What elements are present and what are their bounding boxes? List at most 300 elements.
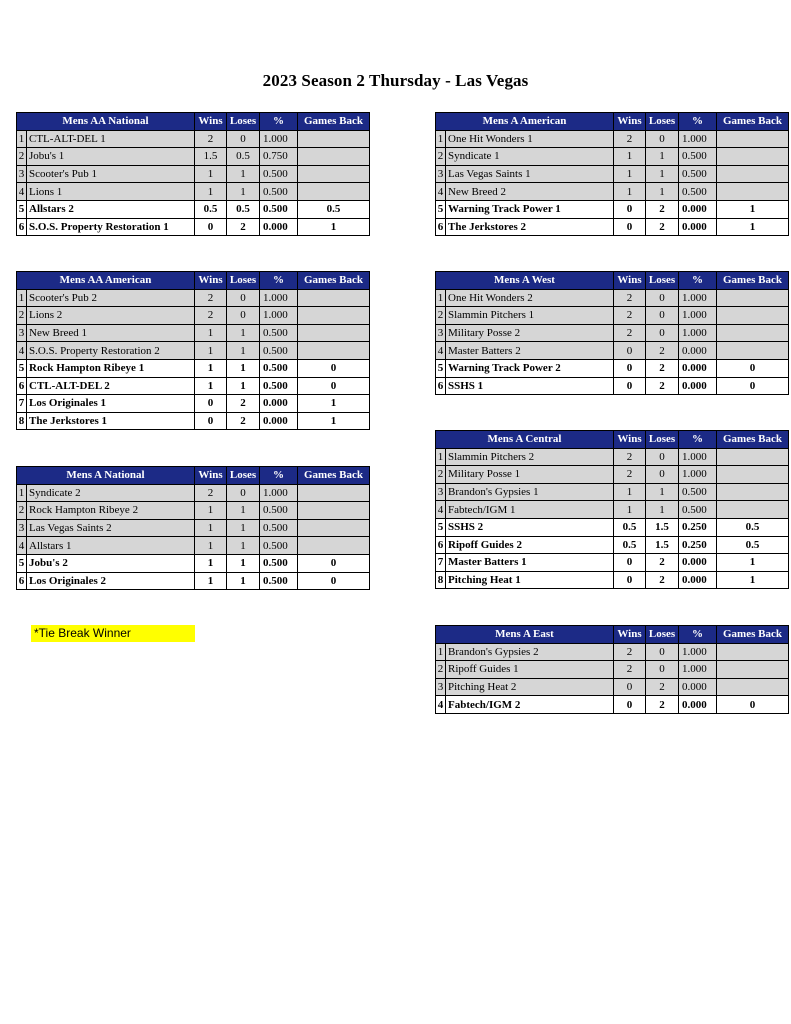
percent-cell: 0.500 bbox=[260, 519, 298, 537]
team-name: Allstars 2 bbox=[27, 200, 195, 218]
games-back-cell bbox=[717, 289, 789, 307]
rank-cell: 7 bbox=[436, 554, 446, 572]
loses-cell: 1 bbox=[227, 342, 260, 360]
wins-cell: 2 bbox=[195, 130, 227, 148]
team-name: New Breed 1 bbox=[27, 324, 195, 342]
percent-cell: 1.000 bbox=[679, 448, 717, 466]
column-header: Loses bbox=[646, 272, 679, 290]
team-name: Master Batters 1 bbox=[446, 554, 614, 572]
wins-cell: 0 bbox=[614, 218, 646, 236]
percent-cell: 0.500 bbox=[260, 183, 298, 201]
loses-cell: 1 bbox=[646, 148, 679, 166]
table-row bbox=[17, 572, 370, 590]
percent-cell: 0.500 bbox=[679, 501, 717, 519]
division-name: Mens A East bbox=[436, 626, 614, 644]
percent-cell: 1.000 bbox=[679, 466, 717, 484]
percent-cell: 0.000 bbox=[260, 412, 298, 430]
percent-cell: 0.000 bbox=[679, 377, 717, 395]
games-back-cell: 0 bbox=[717, 696, 789, 714]
column-header: % bbox=[260, 113, 298, 131]
table-row bbox=[436, 571, 789, 589]
rank-cell: 3 bbox=[436, 678, 446, 696]
games-back-cell bbox=[298, 342, 370, 360]
team-name: Military Posse 1 bbox=[446, 466, 614, 484]
wins-cell: 2 bbox=[614, 661, 646, 679]
column-header: Wins bbox=[195, 113, 227, 131]
games-back-cell: 0 bbox=[298, 572, 370, 590]
wins-cell: 0.5 bbox=[614, 518, 646, 536]
rank-cell: 4 bbox=[436, 696, 446, 714]
percent-cell: 1.000 bbox=[679, 130, 717, 148]
games-back-cell: 0 bbox=[298, 377, 370, 395]
team-name: Brandon's Gypsies 2 bbox=[446, 643, 614, 661]
column-header: Wins bbox=[614, 626, 646, 644]
column-header: Wins bbox=[614, 431, 646, 449]
rank-cell: 3 bbox=[17, 324, 27, 342]
percent-cell: 0.500 bbox=[260, 537, 298, 555]
loses-cell: 1.5 bbox=[646, 536, 679, 554]
column-header: Loses bbox=[227, 272, 260, 290]
loses-cell: 1 bbox=[227, 359, 260, 377]
wins-cell: 1 bbox=[195, 342, 227, 360]
games-back-cell bbox=[717, 483, 789, 501]
standings-table bbox=[435, 625, 789, 714]
games-back-cell bbox=[717, 165, 789, 183]
table-row bbox=[17, 484, 370, 502]
wins-cell: 0 bbox=[614, 342, 646, 360]
team-name: Las Vegas Saints 1 bbox=[446, 165, 614, 183]
games-back-cell bbox=[298, 324, 370, 342]
loses-cell: 2 bbox=[646, 218, 679, 236]
rank-cell: 7 bbox=[17, 395, 27, 413]
percent-cell: 0.000 bbox=[679, 678, 717, 696]
wins-cell: 1 bbox=[195, 519, 227, 537]
division-name: Mens AA American bbox=[17, 272, 195, 290]
percent-cell: 0.500 bbox=[260, 359, 298, 377]
rank-cell: 4 bbox=[17, 342, 27, 360]
table-row bbox=[17, 165, 370, 183]
percent-cell: 0.000 bbox=[679, 342, 717, 360]
loses-cell: 0 bbox=[646, 130, 679, 148]
table-row bbox=[17, 359, 370, 377]
division-name: Mens A West bbox=[436, 272, 614, 290]
loses-cell: 1 bbox=[646, 183, 679, 201]
table-row bbox=[436, 359, 789, 377]
rank-cell: 3 bbox=[17, 165, 27, 183]
team-name: New Breed 2 bbox=[446, 183, 614, 201]
rank-cell: 5 bbox=[436, 518, 446, 536]
column-header: % bbox=[260, 467, 298, 485]
rank-cell: 2 bbox=[436, 661, 446, 679]
table-row bbox=[436, 289, 789, 307]
wins-cell: 1.5 bbox=[195, 148, 227, 166]
loses-cell: 0 bbox=[646, 307, 679, 325]
table-header-row bbox=[17, 272, 370, 290]
team-name: The Jerkstores 2 bbox=[446, 218, 614, 236]
percent-cell: 0.500 bbox=[260, 342, 298, 360]
table-row bbox=[17, 307, 370, 325]
table-row bbox=[17, 342, 370, 360]
column-header: Wins bbox=[195, 272, 227, 290]
rank-cell: 2 bbox=[436, 148, 446, 166]
wins-cell: 0 bbox=[195, 412, 227, 430]
column-header: Loses bbox=[646, 113, 679, 131]
wins-cell: 0 bbox=[614, 696, 646, 714]
games-back-cell bbox=[298, 148, 370, 166]
rank-cell: 1 bbox=[436, 130, 446, 148]
loses-cell: 1 bbox=[227, 519, 260, 537]
wins-cell: 1 bbox=[195, 165, 227, 183]
rank-cell: 6 bbox=[17, 218, 27, 236]
team-name: Las Vegas Saints 2 bbox=[27, 519, 195, 537]
percent-cell: 0.500 bbox=[260, 324, 298, 342]
games-back-cell bbox=[298, 289, 370, 307]
loses-cell: 1 bbox=[227, 324, 260, 342]
loses-cell: 1.5 bbox=[646, 518, 679, 536]
loses-cell: 0 bbox=[646, 448, 679, 466]
rank-cell: 5 bbox=[436, 359, 446, 377]
percent-cell: 1.000 bbox=[679, 661, 717, 679]
percent-cell: 1.000 bbox=[260, 484, 298, 502]
wins-cell: 2 bbox=[614, 643, 646, 661]
games-back-cell bbox=[298, 130, 370, 148]
team-name: Syndicate 2 bbox=[27, 484, 195, 502]
column-header: Games Back bbox=[717, 272, 789, 290]
wins-cell: 2 bbox=[195, 289, 227, 307]
team-name: S.O.S. Property Restoration 1 bbox=[27, 218, 195, 236]
wins-cell: 2 bbox=[614, 466, 646, 484]
table-header-row bbox=[436, 431, 789, 449]
team-name: Pitching Heat 1 bbox=[446, 571, 614, 589]
games-back-cell bbox=[298, 183, 370, 201]
rank-cell: 6 bbox=[17, 377, 27, 395]
rank-cell: 2 bbox=[436, 466, 446, 484]
division-name: Mens AA National bbox=[17, 113, 195, 131]
games-back-cell bbox=[717, 678, 789, 696]
wins-cell: 0 bbox=[614, 554, 646, 572]
games-back-cell: 1 bbox=[717, 571, 789, 589]
percent-cell: 1.000 bbox=[679, 289, 717, 307]
games-back-cell: 1 bbox=[717, 200, 789, 218]
wins-cell: 1 bbox=[195, 377, 227, 395]
rank-cell: 5 bbox=[436, 200, 446, 218]
team-name: One Hit Wonders 1 bbox=[446, 130, 614, 148]
percent-cell: 0.500 bbox=[260, 200, 298, 218]
wins-cell: 2 bbox=[614, 448, 646, 466]
rank-cell: 4 bbox=[17, 537, 27, 555]
percent-cell: 0.750 bbox=[260, 148, 298, 166]
loses-cell: 0 bbox=[646, 289, 679, 307]
wins-cell: 0 bbox=[614, 571, 646, 589]
percent-cell: 0.500 bbox=[679, 483, 717, 501]
standings-table bbox=[16, 112, 370, 236]
games-back-cell: 0.5 bbox=[298, 200, 370, 218]
loses-cell: 2 bbox=[646, 200, 679, 218]
games-back-cell bbox=[717, 130, 789, 148]
team-name: Slammin Pitchers 1 bbox=[446, 307, 614, 325]
percent-cell: 0.500 bbox=[260, 554, 298, 572]
games-back-cell bbox=[298, 307, 370, 325]
wins-cell: 1 bbox=[195, 324, 227, 342]
rank-cell: 1 bbox=[436, 643, 446, 661]
loses-cell: 2 bbox=[646, 342, 679, 360]
column-header: Wins bbox=[614, 272, 646, 290]
table-row bbox=[17, 502, 370, 520]
table-row bbox=[436, 377, 789, 395]
table-row bbox=[17, 537, 370, 555]
wins-cell: 0 bbox=[195, 395, 227, 413]
loses-cell: 0 bbox=[227, 289, 260, 307]
wins-cell: 2 bbox=[614, 307, 646, 325]
rank-cell: 1 bbox=[436, 448, 446, 466]
loses-cell: 0.5 bbox=[227, 200, 260, 218]
tie-break-note: *Tie Break Winner bbox=[31, 625, 195, 642]
table-row bbox=[17, 519, 370, 537]
percent-cell: 0.500 bbox=[679, 148, 717, 166]
loses-cell: 2 bbox=[646, 696, 679, 714]
loses-cell: 0 bbox=[646, 466, 679, 484]
standings-table bbox=[435, 112, 789, 236]
games-back-cell bbox=[717, 324, 789, 342]
wins-cell: 1 bbox=[195, 502, 227, 520]
team-name: Los Originales 2 bbox=[27, 572, 195, 590]
wins-cell: 2 bbox=[614, 289, 646, 307]
wins-cell: 1 bbox=[614, 183, 646, 201]
percent-cell: 0.500 bbox=[260, 572, 298, 590]
team-name: Warning Track Power 1 bbox=[446, 200, 614, 218]
percent-cell: 0.000 bbox=[260, 395, 298, 413]
wins-cell: 1 bbox=[195, 359, 227, 377]
wins-cell: 1 bbox=[614, 483, 646, 501]
table-row bbox=[436, 165, 789, 183]
rank-cell: 2 bbox=[17, 502, 27, 520]
percent-cell: 0.000 bbox=[679, 554, 717, 572]
rank-cell: 4 bbox=[436, 342, 446, 360]
table-header-row bbox=[436, 113, 789, 131]
table-row bbox=[436, 466, 789, 484]
column-header: Wins bbox=[195, 467, 227, 485]
table-row bbox=[17, 395, 370, 413]
table-header-row bbox=[436, 272, 789, 290]
percent-cell: 0.000 bbox=[679, 571, 717, 589]
team-name: Allstars 1 bbox=[27, 537, 195, 555]
table-row bbox=[436, 200, 789, 218]
rank-cell: 1 bbox=[436, 289, 446, 307]
table-row bbox=[436, 130, 789, 148]
team-name: CTL-ALT-DEL 2 bbox=[27, 377, 195, 395]
percent-cell: 0.000 bbox=[679, 696, 717, 714]
table-header-row bbox=[17, 467, 370, 485]
standings-table bbox=[16, 466, 370, 590]
loses-cell: 0 bbox=[227, 130, 260, 148]
games-back-cell bbox=[717, 307, 789, 325]
rank-cell: 8 bbox=[17, 412, 27, 430]
percent-cell: 0.500 bbox=[679, 183, 717, 201]
percent-cell: 1.000 bbox=[260, 289, 298, 307]
table-row bbox=[436, 518, 789, 536]
games-back-cell bbox=[298, 519, 370, 537]
team-name: Jobu's 1 bbox=[27, 148, 195, 166]
rank-cell: 1 bbox=[17, 484, 27, 502]
wins-cell: 0.5 bbox=[195, 200, 227, 218]
team-name: Ripoff Guides 2 bbox=[446, 536, 614, 554]
percent-cell: 0.500 bbox=[260, 377, 298, 395]
loses-cell: 1 bbox=[646, 483, 679, 501]
table-row bbox=[436, 483, 789, 501]
team-name: Jobu's 2 bbox=[27, 554, 195, 572]
division-name: Mens A American bbox=[436, 113, 614, 131]
games-back-cell: 0.5 bbox=[717, 536, 789, 554]
wins-cell: 1 bbox=[195, 572, 227, 590]
percent-cell: 0.000 bbox=[679, 200, 717, 218]
wins-cell: 2 bbox=[195, 484, 227, 502]
table-row bbox=[436, 218, 789, 236]
games-back-cell bbox=[717, 183, 789, 201]
loses-cell: 2 bbox=[227, 412, 260, 430]
percent-cell: 1.000 bbox=[260, 307, 298, 325]
table-row bbox=[17, 130, 370, 148]
table-row bbox=[436, 661, 789, 679]
team-name: Rock Hampton Ribeye 1 bbox=[27, 359, 195, 377]
loses-cell: 1 bbox=[646, 501, 679, 519]
team-name: SSHS 2 bbox=[446, 518, 614, 536]
loses-cell: 0.5 bbox=[227, 148, 260, 166]
loses-cell: 1 bbox=[227, 165, 260, 183]
rank-cell: 5 bbox=[17, 554, 27, 572]
standings-table bbox=[435, 430, 789, 589]
column-header: Games Back bbox=[298, 467, 370, 485]
percent-cell: 0.000 bbox=[679, 359, 717, 377]
wins-cell: 0 bbox=[614, 678, 646, 696]
column-header: % bbox=[679, 626, 717, 644]
loses-cell: 2 bbox=[646, 678, 679, 696]
wins-cell: 1 bbox=[195, 537, 227, 555]
games-back-cell: 0 bbox=[717, 359, 789, 377]
table-row bbox=[436, 307, 789, 325]
loses-cell: 1 bbox=[646, 165, 679, 183]
team-name: Brandon's Gypsies 1 bbox=[446, 483, 614, 501]
column-header: Games Back bbox=[717, 431, 789, 449]
rank-cell: 3 bbox=[17, 519, 27, 537]
rank-cell: 8 bbox=[436, 571, 446, 589]
games-back-cell bbox=[717, 466, 789, 484]
table-row bbox=[17, 289, 370, 307]
rank-cell: 4 bbox=[436, 501, 446, 519]
standings-table bbox=[16, 271, 370, 430]
team-name: Rock Hampton Ribeye 2 bbox=[27, 502, 195, 520]
games-back-cell: 0.5 bbox=[717, 518, 789, 536]
games-back-cell bbox=[298, 537, 370, 555]
loses-cell: 1 bbox=[227, 502, 260, 520]
team-name: Syndicate 1 bbox=[446, 148, 614, 166]
loses-cell: 1 bbox=[227, 537, 260, 555]
loses-cell: 0 bbox=[646, 643, 679, 661]
team-name: Master Batters 2 bbox=[446, 342, 614, 360]
team-name: Military Posse 2 bbox=[446, 324, 614, 342]
loses-cell: 2 bbox=[646, 377, 679, 395]
team-name: SSHS 1 bbox=[446, 377, 614, 395]
column-header: % bbox=[679, 431, 717, 449]
games-back-cell: 1 bbox=[298, 412, 370, 430]
loses-cell: 1 bbox=[227, 377, 260, 395]
loses-cell: 0 bbox=[646, 661, 679, 679]
games-back-cell bbox=[298, 165, 370, 183]
table-row bbox=[436, 501, 789, 519]
table-row bbox=[17, 183, 370, 201]
table-row bbox=[436, 183, 789, 201]
rank-cell: 4 bbox=[17, 183, 27, 201]
percent-cell: 1.000 bbox=[260, 130, 298, 148]
percent-cell: 0.000 bbox=[260, 218, 298, 236]
wins-cell: 0 bbox=[614, 359, 646, 377]
wins-cell: 1 bbox=[195, 183, 227, 201]
rank-cell: 1 bbox=[17, 289, 27, 307]
column-header: Games Back bbox=[298, 272, 370, 290]
wins-cell: 1 bbox=[614, 501, 646, 519]
rank-cell: 2 bbox=[17, 148, 27, 166]
team-name: One Hit Wonders 2 bbox=[446, 289, 614, 307]
table-row bbox=[17, 200, 370, 218]
rank-cell: 2 bbox=[17, 307, 27, 325]
wins-cell: 0 bbox=[614, 377, 646, 395]
column-header: Games Back bbox=[298, 113, 370, 131]
loses-cell: 2 bbox=[227, 218, 260, 236]
wins-cell: 1 bbox=[614, 165, 646, 183]
rank-cell: 3 bbox=[436, 483, 446, 501]
rank-cell: 6 bbox=[17, 572, 27, 590]
loses-cell: 2 bbox=[646, 359, 679, 377]
column-header: Loses bbox=[227, 467, 260, 485]
percent-cell: 0.250 bbox=[679, 536, 717, 554]
rank-cell: 6 bbox=[436, 377, 446, 395]
wins-cell: 1 bbox=[195, 554, 227, 572]
column-header: % bbox=[679, 113, 717, 131]
team-name: Ripoff Guides 1 bbox=[446, 661, 614, 679]
table-row bbox=[17, 218, 370, 236]
loses-cell: 1 bbox=[227, 183, 260, 201]
games-back-cell bbox=[717, 148, 789, 166]
table-row bbox=[17, 148, 370, 166]
table-row bbox=[436, 678, 789, 696]
games-back-cell bbox=[298, 502, 370, 520]
column-header: % bbox=[679, 272, 717, 290]
percent-cell: 0.500 bbox=[260, 502, 298, 520]
loses-cell: 2 bbox=[227, 395, 260, 413]
column-header: Games Back bbox=[717, 113, 789, 131]
table-row bbox=[436, 696, 789, 714]
loses-cell: 2 bbox=[646, 571, 679, 589]
games-back-cell bbox=[717, 501, 789, 519]
column-header: Loses bbox=[227, 113, 260, 131]
games-back-cell bbox=[717, 342, 789, 360]
team-name: Scooter's Pub 1 bbox=[27, 165, 195, 183]
standings-table bbox=[435, 271, 789, 395]
wins-cell: 0 bbox=[614, 200, 646, 218]
table-row bbox=[17, 412, 370, 430]
rank-cell: 3 bbox=[436, 324, 446, 342]
table-row bbox=[436, 554, 789, 572]
team-name: Lions 1 bbox=[27, 183, 195, 201]
team-name: Scooter's Pub 2 bbox=[27, 289, 195, 307]
team-name: Fabtech/IGM 2 bbox=[446, 696, 614, 714]
table-row bbox=[436, 342, 789, 360]
team-name: The Jerkstores 1 bbox=[27, 412, 195, 430]
wins-cell: 2 bbox=[614, 130, 646, 148]
games-back-cell: 0 bbox=[717, 377, 789, 395]
table-row bbox=[436, 448, 789, 466]
games-back-cell bbox=[717, 448, 789, 466]
games-back-cell: 1 bbox=[298, 218, 370, 236]
